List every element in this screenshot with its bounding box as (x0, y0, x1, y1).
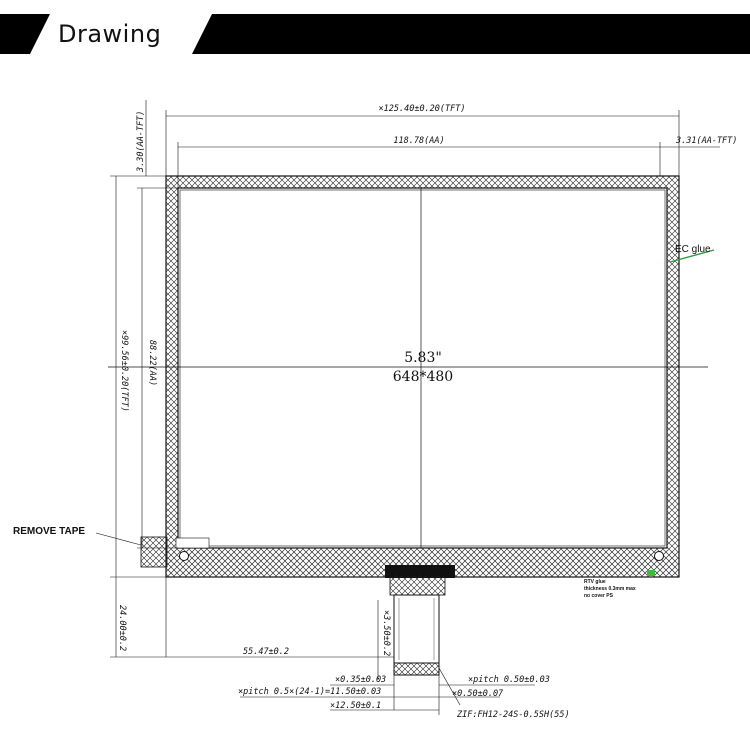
dim-tft-height: ×99.56±0.20(TFT) (119, 330, 129, 412)
dim-fpc-stiffener: ×3.50±0.2 (381, 610, 391, 657)
dim-aa-tft-left: 3.30(AA-TFT) (136, 110, 146, 172)
remove-tape-box (141, 537, 167, 567)
dim-aa-width: 118.78(AA) (393, 136, 445, 146)
panel-resolution: 648*480 (392, 369, 454, 385)
dim-pitch-total: ×pitch 0.5×(24-1)=11.50±0.03 (238, 687, 382, 697)
dim-pitch: ×pitch 0.50±0.03 (468, 675, 550, 685)
dim-aa-height: 88.22(AA) (147, 340, 157, 387)
dim-pad-width: ×0.35±0.03 (335, 675, 387, 685)
dim-zif: ZIF:FH12-24S-0.5SH(55) (457, 710, 570, 720)
dim-aa-tft-right: 3.31(AA-TFT) (676, 136, 738, 146)
label-rtv-1: RTV glue (584, 579, 606, 585)
dim-fpc-width: ×12.50±0.1 (330, 701, 382, 711)
fpc-contacts (394, 663, 439, 675)
mount-hole-right (655, 552, 664, 561)
panel-size: 5.83" (404, 350, 442, 366)
dim-fpc-length: 24.00±0.2 (117, 605, 127, 652)
label-rtv-2: thickness 0.3mm max (584, 586, 636, 592)
dim-tft-width: ×125.40±0.20(TFT) (378, 104, 466, 114)
fpc-tail (394, 595, 439, 663)
active-area (178, 188, 667, 548)
mount-hole-left (180, 552, 189, 561)
label-remove-tape: REMOVE TAPE (13, 526, 86, 537)
rtv-glue-marker (647, 570, 655, 576)
label-rtv-3: no cover PS (584, 593, 613, 599)
label-ec-glue: EC glue (675, 244, 711, 255)
dim-pad-length: ×0.50±0.07 (452, 689, 504, 699)
header-title: Drawing (58, 20, 162, 48)
dim-fpc-offset: 55.47±0.2 (242, 647, 290, 657)
